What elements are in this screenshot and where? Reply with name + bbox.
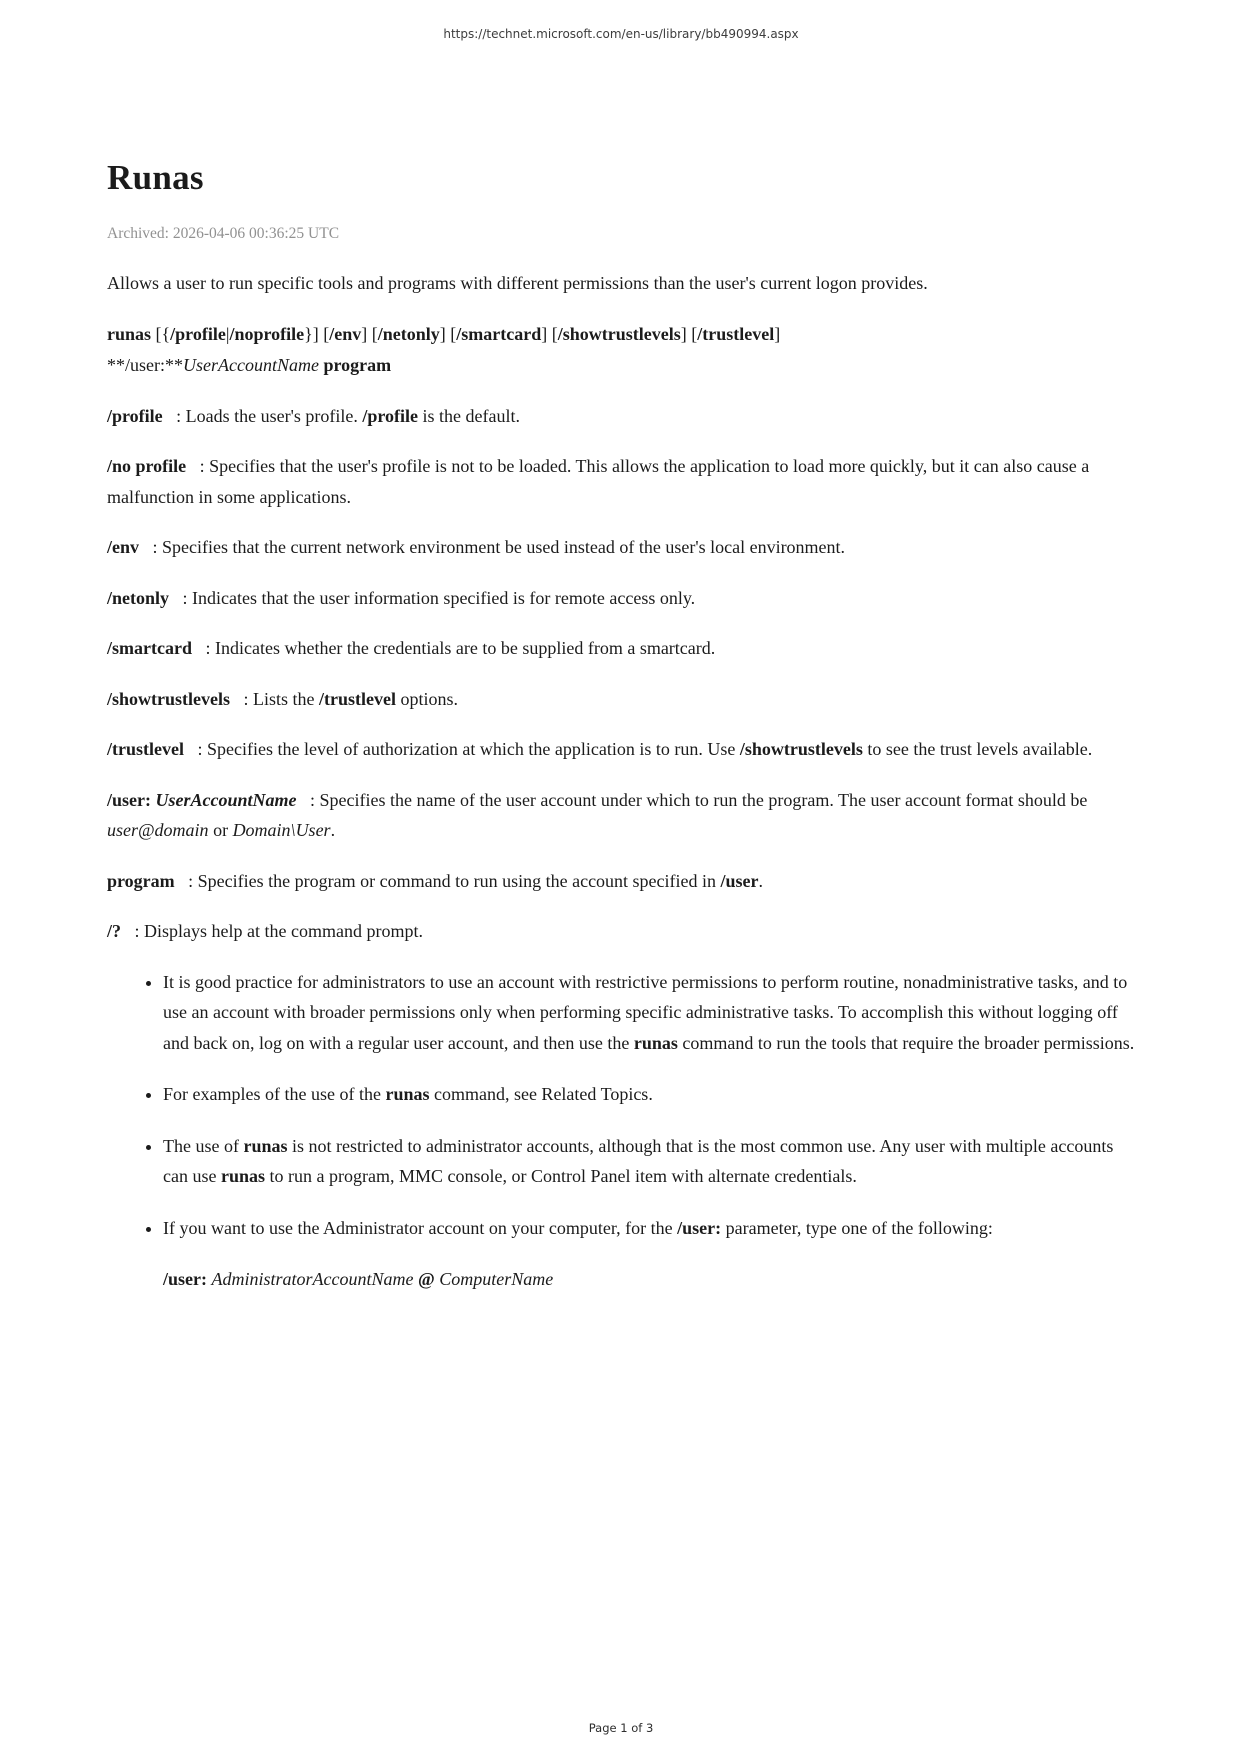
param-netonly: /netonly : Indicates that the user information specified is for remote access only. [107,587,696,608]
param-noprofile: /no profile : Specifies that the user's profile is not to be loaded. This allows the application to load more quickly, but it can also cause a malfunction in some applications. [107,456,1090,507]
param-showtrustlevels: /showtrustlevels : Lists the /trustlevel options. [107,688,458,709]
syntax-line-1: runas [{/profile|/noprofile}] [/env] [/netonly] [/smartcard] [/showtrustlevels] [/trustlevel] [107,323,781,344]
page-footer [0,1721,1242,1735]
param-env: /env : Specifies that the current network environment be used instead of the user's local environment. [107,537,846,557]
notes-list [107,967,1136,1244]
intro-paragraph: Allows a user to run specific tools and programs with different permissions than the user's current logon provides. [107,273,928,293]
syntax-line-2: **/user:**UserAccountName program [107,354,392,375]
param-profile: /profile : Loads the user's profile. /profile is the default. [107,405,521,426]
archived-timestamp: Archived: 2026-04-06 00:36:25 UTC [107,225,340,242]
param-user: /user: UserAccountName : Specifies the name of the user account under which to run the program. The user account format should be user@domain or Domain\User. [107,789,1088,840]
source-url: https://technet.microsoft.com/en-us/library/bb490994.aspx [443,27,799,41]
list-item: • The use of runas is not restricted to administrator accounts, although that is the most common use. Any user with multiple accounts can use runas to run a program, MMC console, or Control Panel item with alternate credentials. [163,1131,1136,1192]
list-item: • It is good practice for administrators to use an account with restrictive permissions to perform routine, nonadministrative tasks, and to use an account with broader permissions only when performing specific administrative tasks. To accomplish this without logging off and back on, log on with a regular user account, and then use the runas command to run the tools that require the broader permissions. [163,967,1136,1059]
page-header [0,27,1242,41]
param-smartcard: /smartcard : Indicates whether the credentials are to be supplied from a smartcard. [107,638,716,658]
example-command: /user: AdministratorAccountName @ ComputerName [163,1269,554,1289]
param-trustlevel: /trustlevel : Specifies the level of authorization at which the application is to run. Use /showtrustlevels to see the trust levels available. [107,739,1093,759]
command-syntax [107,319,1136,381]
list-item: • For examples of the use of the runas command, see Related Topics. [163,1079,1136,1110]
param-help: /? : Displays help at the command prompt. [107,921,423,941]
page-number: Page 1 of 3 [588,1721,654,1735]
list-item: • If you want to use the Administrator account on your computer, for the /user: parameter, type one of the following: [163,1213,1136,1244]
page-title: Runas [107,158,204,197]
param-program: program : Specifies the program or command to run using the account specified in /user. [107,870,764,891]
